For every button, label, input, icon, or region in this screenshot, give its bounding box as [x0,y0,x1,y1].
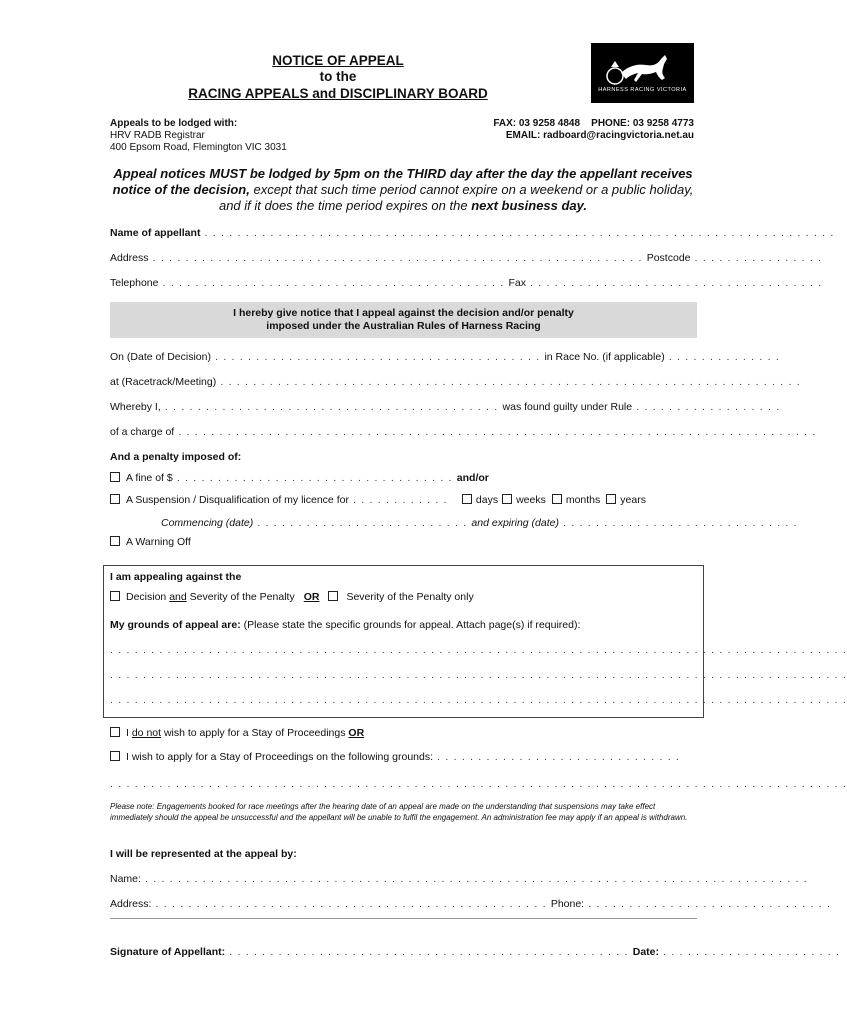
or-label: OR [303,591,320,603]
racetrack-field[interactable]: at (Racetrack/Meeting) . . . . . . . . . . . . . . . . . . . . . . . . . . . . . . . . . . . . . . . . . . . . . . . . . . . . . . . . . . . . . . . . . . . . . . . [110,376,801,388]
decision-date-field[interactable]: On (Date of Decision) . . . . . . . . . . . . . . . . . . . . . . . . . . . . . . . . . . . . . . . . in Race No. (if applicable) . . . . . . . . . . . . . . [110,351,780,363]
rep-phone-label: Phone: [550,898,585,910]
grounds-line-3[interactable]: . . . . . . . . . . . . . . . . . . . . . . . . . . . . . . . . . . . . . . . . . . . . . . . . . . . . . . . . . . . . . . . . . . . . . . . . . . . . . . . . . . . . . . . . . . [110,694,847,706]
telephone-field[interactable]: Telephone . . . . . . . . . . . . . . . . . . . . . . . . . . . . . . . . . . . . . . . . . . Fax . . . . . . . . . . . . . . . . . . . . . . . . . . . . . . . . . . . . [110,277,823,289]
commencing-row[interactable]: Commencing (date) . . . . . . . . . . . . . . . . . . . . . . . . . . and expiring (date) . . . . . . . . . . . . . . . . . . . . . . . . . . . . . [161,517,798,529]
postcode-label: Postcode [646,252,691,264]
whereby-field[interactable]: Whereby I, . . . . . . . . . . . . . . . . . . . . . . . . . . . . . . . . . . . . . . . . . was found guilty under Rule . . . . . . . . . . . . . . . . . . [110,401,781,413]
do-not-label: do not [131,727,162,739]
engagement-note: Please note: Engagements booked for race meetings after the hearing date of an appeal are made on the understanding that suspensions may take effect immediately should the appeal be unsuccessful and the appellant will be unable to fulfil the engagement. An administration fee may apply if an appeal is withdrawn. [110,802,688,822]
days-label: days [475,494,499,506]
signature-row[interactable]: Signature of Appellant: . . . . . . . . . . . . . . . . . . . . . . . . . . . . . . . . . . . . . . . . . . . . . . . . . Date: . . . . . . . . . . . . . . . . . . . . . . [110,946,841,958]
grounds-label: My grounds of appeal are: [110,619,241,631]
no-stay-checkbox[interactable] [110,727,120,737]
grounds-hint: (Please state the specific grounds for appeal. Attach page(s) if required): [240,619,581,631]
severity-only-label: Severity of the Penalty only [346,591,474,603]
appellant-name-label: Name of appellant [110,227,201,239]
hrv-logo [591,43,694,103]
fine-checkbox[interactable] [110,472,120,482]
harness-horse-icon [591,43,694,103]
charge-label: of a charge of [110,426,175,438]
racetrack-label: at (Racetrack/Meeting) [110,376,217,388]
banner-line-2: imposed under the Australian Rules of Harness Racing [266,320,541,332]
form-subtitle: to the [319,69,357,84]
decision-and-severity-checkbox[interactable] [110,591,120,601]
logo-text: HARNESS RACING VICTORIA [598,87,687,93]
signature-label: Signature of Appellant: [110,946,226,958]
address-field[interactable]: Address . . . . . . . . . . . . . . . . . . . . . . . . . . . . . . . . . . . . . . . . . . . . . . . . . . . . . . . . . . . . Postcode . . . . . . . . . . . . . . . . [110,252,823,264]
telephone-label: Telephone [110,277,159,289]
deadline-middle: except that such time period cannot expire on a weekend or a public holiday, and if it does the time period expires on the [218,182,694,213]
years-checkbox[interactable] [606,494,616,504]
appeal-banner [110,302,697,338]
years-label: years [620,494,646,506]
registrar: HRV RADB Registrar [110,130,205,141]
no-stay-label: wish to apply for a Stay of Proceedings [161,727,349,739]
found-guilty-label: was found guilty under Rule [502,401,633,413]
days-checkbox[interactable] [462,494,472,504]
appealing-heading: I am appealing against the [110,571,242,583]
fax-label: Fax [508,277,526,289]
commencing-label: Commencing (date) [161,517,254,529]
expiring-label: and expiring (date) [471,517,559,529]
months-checkbox[interactable] [552,494,562,504]
weeks-checkbox[interactable] [502,494,512,504]
stay-label: I wish to apply for a Stay of Proceedings on the following grounds: [126,751,434,763]
deadline-bold: Appeal notices MUST be lodged by 5pm on the THIRD day after the day the appellant receives notice of the decision, [112,166,693,197]
weeks-label: weeks [516,494,546,506]
rep-name-label: Name: [110,873,141,885]
suspension-checkbox[interactable] [110,494,120,504]
registrar-address: 400 Epsom Road, Flemington VIC 3031 [110,142,287,153]
and-label: and [169,591,187,603]
fine-label: A fine of $ [126,472,173,484]
suspension-row[interactable]: A Suspension / Disqualification of my licence for . . . . . . . . . . . . days weeks months years [110,494,697,506]
email: EMAIL: radboard@racingvictoria.net.au [505,130,694,141]
rep-address-line[interactable] [110,918,697,919]
fine-row[interactable]: A fine of $ . . . . . . . . . . . . . . . . . . . . . . . . . . . . . . . . . . and/or [110,472,697,484]
no-stay-row[interactable] [110,727,697,739]
whereby-label: Whereby I, [110,401,161,413]
appealing-options-row[interactable] [110,591,697,603]
stay-grounds-line[interactable]: . . . . . . . . . . . . . . . . . . . . . . . . . . . . . . . . . . . . . . . . . . . . . . . . . . . . . . . . . . . . . . . . . . . . . . . . . . . . . . . . . . . . . . . . . . [110,778,847,790]
race-no-label: in Race No. (if applicable) [544,351,665,363]
representation-heading: I will be represented at the appeal by: [110,848,297,860]
lodged-label: Appeals to be lodged with: [110,118,238,129]
stay-checkbox[interactable] [110,751,120,761]
grounds-line-1[interactable]: . . . . . . . . . . . . . . . . . . . . . . . . . . . . . . . . . . . . . . . . . . . . . . . . . . . . . . . . . . . . . . . . . . . . . . . . . . . . . . . . . . . . . . . . . . [110,644,847,656]
rep-address-field[interactable]: Address: . . . . . . . . . . . . . . . . . . . . . . . . . . . . . . . . . . . . . . . . . . . . . . . . Phone: . . . . . . . . . . . . . . . . . . . . . . . . . . . . . . [110,898,832,910]
warning-off-row[interactable] [110,536,697,548]
decision-label: Decision [126,591,170,603]
warning-off-label: A Warning Off [126,536,191,548]
and-or-label: and/or [456,472,489,484]
form-title: NOTICE OF APPEAL [272,53,404,68]
deadline-end: next business day. [471,198,588,213]
severity-of-penalty-label: Severity of the Penalty [186,591,295,603]
fax-phone: FAX: 03 9258 4848 PHONE: 03 9258 4773 [493,118,694,129]
deadline-notice [108,166,698,214]
grounds-label-row [110,619,697,631]
rep-address-label: Address: [110,898,152,910]
date-label: Date: [632,946,659,958]
months-label: months [565,494,601,506]
address-label: Address [110,252,149,264]
warning-off-checkbox[interactable] [110,536,120,546]
stay-or-label: OR [348,727,365,739]
no-stay-i: I [126,727,132,739]
grounds-line-2[interactable]: . . . . . . . . . . . . . . . . . . . . . . . . . . . . . . . . . . . . . . . . . . . . . . . . . . . . . . . . . . . . . . . . . . . . . . . . . . . . . . . . . . . . . . . . . . [110,669,847,681]
stay-row[interactable]: I wish to apply for a Stay of Proceedings on the following grounds: . . . . . . . . . . . . . . . . . . . . . . . . . . . . . . [110,751,697,763]
appellant-name-field[interactable]: Name of appellant . . . . . . . . . . . . . . . . . . . . . . . . . . . . . . . . . . . . . . . . . . . . . . . . . . . . . . . . . . . . . . . . . . . . . . . . . . . . . [110,227,835,239]
decision-date-label: On (Date of Decision) [110,351,211,363]
board-name: RACING APPEALS and DISCIPLINARY BOARD [188,86,488,101]
severity-only-checkbox[interactable] [328,591,338,601]
charge-field[interactable]: of a charge of . . . . . . . . . . . . . . . . . . . . . . . . . . . . . . . . . . . . . . . . . . . . . . . . . . . . . . . . . . . . . . . . . . . . . . . . . . . . . . [110,426,817,438]
rep-name-field[interactable]: Name: . . . . . . . . . . . . . . . . . . . . . . . . . . . . . . . . . . . . . . . . . . . . . . . . . . . . . . . . . . . . . . . . . . . . . . . . . . . . . . . . . [110,873,808,885]
banner-line-1: I hereby give notice that I appeal against the decision and/or penalty [233,307,574,319]
penalty-heading: And a penalty imposed of: [110,451,242,463]
suspension-label: A Suspension / Disqualification of my licence for [126,494,349,506]
